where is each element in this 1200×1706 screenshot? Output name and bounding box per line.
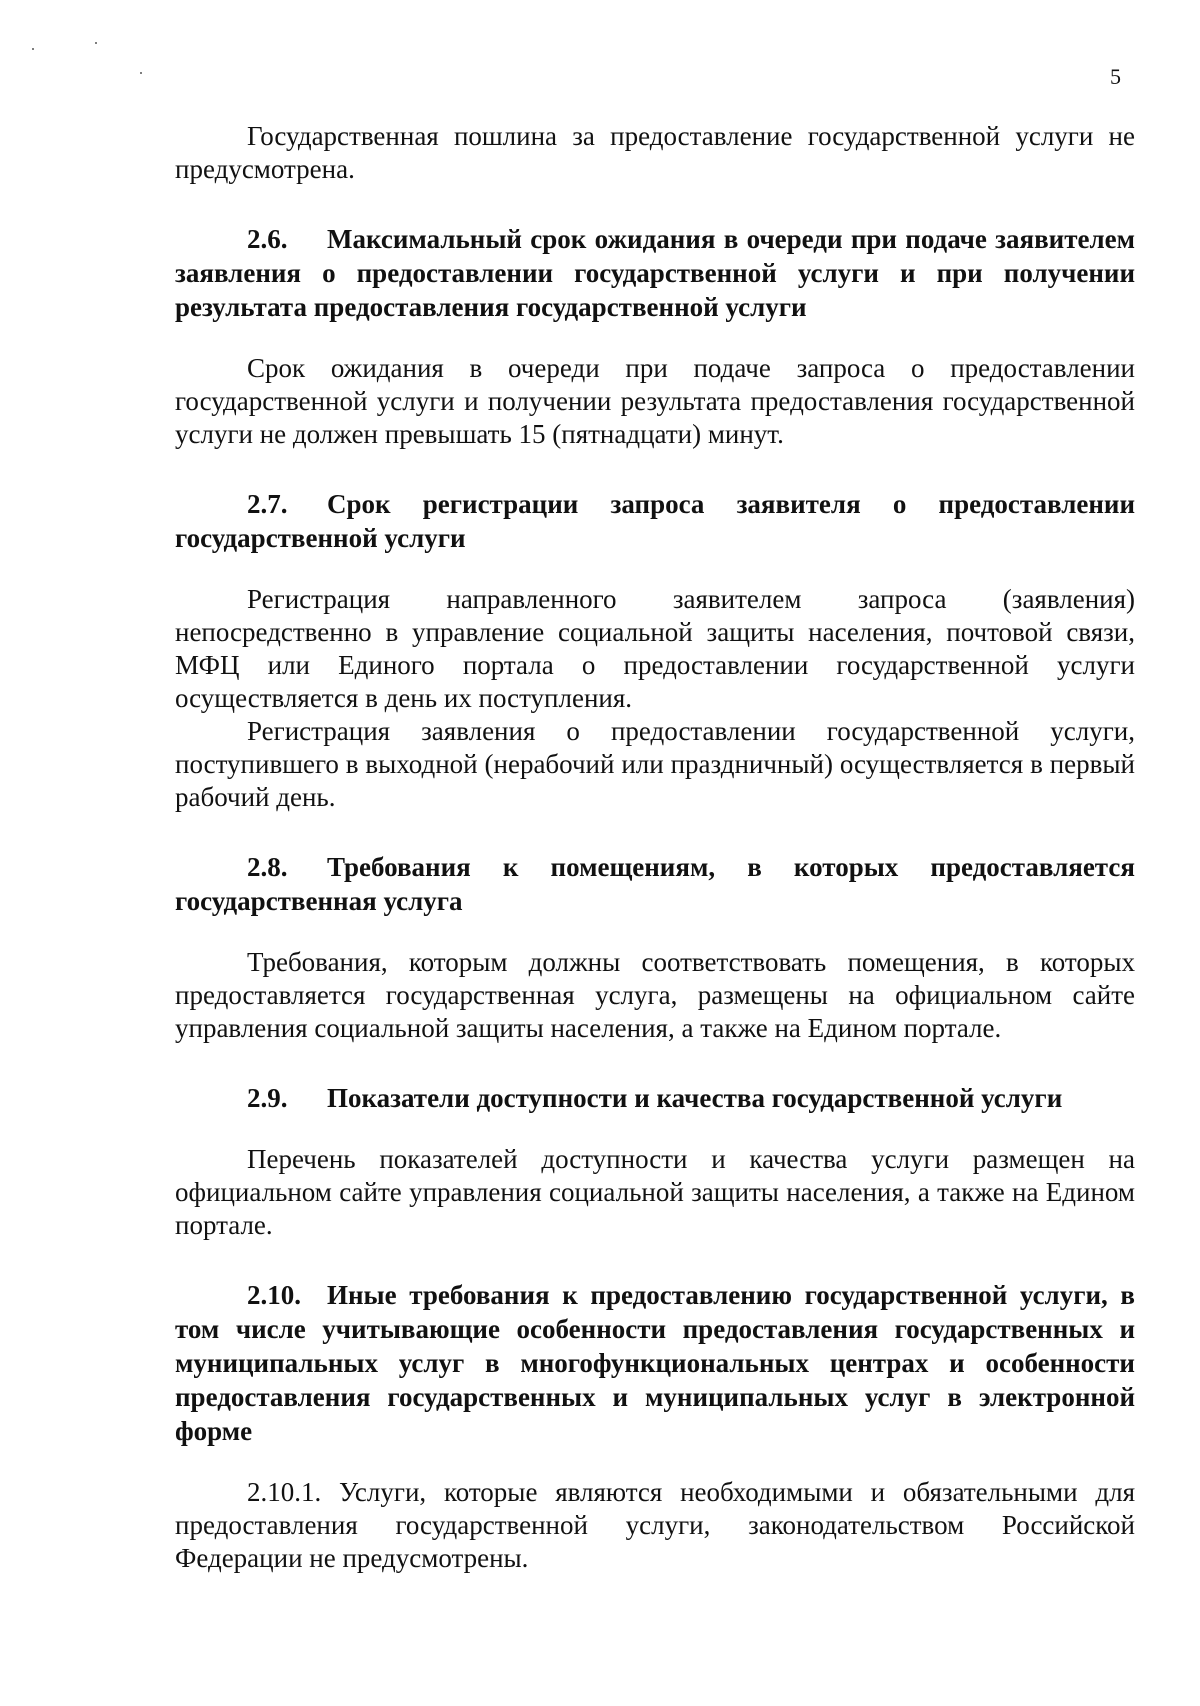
- section-number: 2.6.: [247, 224, 288, 254]
- section-number: 2.9.: [247, 1083, 288, 1113]
- section-title: Требования к помещениям, в которых предоставляется государственная услуга: [175, 852, 1135, 916]
- section-heading-2-8: [175, 850, 1135, 918]
- paragraph-registration-holiday: Регистрация заявления о предоставлении государственной услуги, поступившего в выходной (нерабочий или праздничный) осуществляется в первый рабочий день.: [175, 716, 1135, 812]
- section-number: 2.10.: [247, 1280, 301, 1310]
- section-heading-2-6: [175, 222, 1135, 324]
- paragraph-quality-indicators: Перечень показателей доступности и качества услуги размещен на официальном сайте управления социальной защиты населения, а также на Едином портале.: [175, 1144, 1135, 1240]
- page-number: 5: [1110, 64, 1121, 89]
- section-number: 2.8.: [247, 852, 288, 882]
- scan-speck: [95, 42, 97, 44]
- section-heading-2-9: [175, 1081, 1135, 1115]
- paragraph-state-fee: Государственная пошлина за предоставление государственной услуги не предусмотрена.: [175, 121, 1135, 184]
- paragraph-required-services: 2.10.1. Услуги, которые являются необходимыми и обязательными для предоставления государственной услуги, законодательством Российской Федерации не предусмотрены.: [175, 1477, 1135, 1573]
- section-heading-2-7: [175, 487, 1135, 555]
- section-title: Максимальный срок ожидания в очереди при подаче заявителем заявления о предоставлении государственной услуги и при получении результата предоставления государственной услуги: [175, 224, 1135, 322]
- section-title: Срок регистрации запроса заявителя о предоставлении государственной услуги: [175, 489, 1135, 553]
- scan-speck: [32, 48, 34, 50]
- paragraph-queue-time: Срок ожидания в очереди при подаче запроса о предоставлении государственной услуги и получении результата предоставления государственной услуги не должен превышать 15 (пятнадцати) минут.: [175, 353, 1135, 449]
- document-body: [175, 120, 1135, 1575]
- section-title: Показатели доступности и качества государственной услуги: [327, 1083, 1063, 1113]
- paragraph-premises: Требования, которым должны соответствовать помещения, в которых предоставляется государственная услуга, размещены на официальном сайте управления социальной защиты населения, а также на Едином портале.: [175, 947, 1135, 1043]
- section-heading-2-10: [175, 1278, 1135, 1448]
- paragraph-registration: Регистрация направленного заявителем запроса (заявления) непосредственно в управление социальной защиты населения, почтовой связи, МФЦ или Единого портала о предоставлении государственной услуги осуществляется в день их поступления.: [175, 584, 1135, 713]
- scan-speck: [140, 72, 142, 74]
- section-title: Иные требования к предоставлению государственной услуги, в том числе учитывающие особенности предоставления государственных и муниципальных услуг в многофункциональных центрах и особенности предоставления государственных и муниципальных услуг в электронной форме: [175, 1280, 1135, 1446]
- section-number: 2.7.: [247, 489, 288, 519]
